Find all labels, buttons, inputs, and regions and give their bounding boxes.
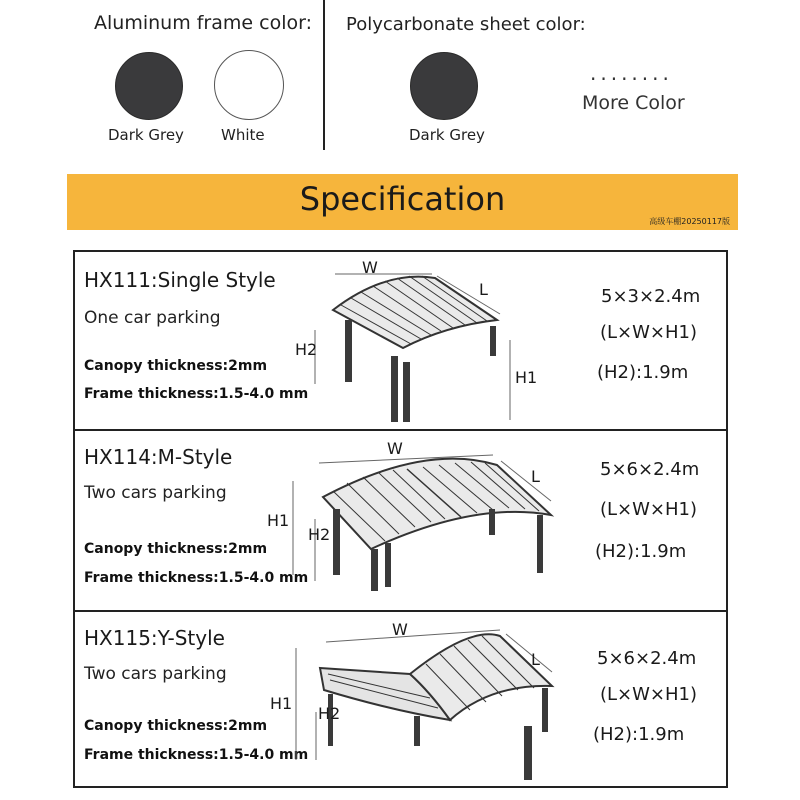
dimensions-unit: (L×W×H1) [600, 322, 698, 343]
dimensions-unit: (L×W×H1) [600, 499, 698, 520]
dimensions-value: 5×6×2.4m [597, 648, 697, 669]
spec-row-hx115 [75, 612, 726, 786]
dimensions-value: 5×3×2.4m [601, 286, 701, 307]
frame-white-swatch[interactable] [214, 50, 284, 120]
h1-label: H1 [267, 511, 290, 530]
canopy-thickness: Canopy thickness:2mm [84, 718, 268, 734]
frame-thickness: Frame thickness:1.5-4.0 mm [84, 747, 309, 763]
sheet-dark-grey-swatch[interactable] [410, 52, 478, 120]
single-style-carport-diagram [285, 252, 525, 429]
h2-value: (H2):1.9m [593, 724, 685, 745]
y-style-carport-diagram [280, 612, 570, 784]
sheet-dark-grey-label: Dark Grey [409, 126, 485, 144]
version-note: 高级车棚20250117版 [649, 217, 730, 226]
canopy-thickness: Canopy thickness:2mm [84, 541, 268, 557]
h1-label: H1 [515, 368, 538, 387]
width-label: W [362, 258, 378, 277]
h2-label: H2 [308, 525, 331, 544]
length-label: L [479, 280, 488, 299]
frame-dark-grey-label: Dark Grey [108, 126, 184, 144]
specification-banner [67, 174, 738, 230]
frame-thickness: Frame thickness:1.5-4.0 mm [84, 570, 309, 586]
h2-value: (H2):1.9m [597, 362, 689, 383]
sheet-color-title: Polycarbonate sheet color: [346, 14, 586, 35]
model-name: HX114:M-Style [84, 445, 233, 469]
width-label: W [392, 620, 408, 639]
h2-label: H2 [295, 340, 318, 359]
h2-label: H2 [318, 704, 341, 723]
color-options-section [0, 0, 800, 160]
m-style-carport-diagram [275, 431, 575, 610]
spec-row-hx114 [75, 431, 726, 612]
more-color-dots: ........ [590, 61, 673, 85]
h1-label: H1 [270, 694, 293, 713]
h2-value: (H2):1.9m [595, 541, 687, 562]
spec-row-hx111 [75, 252, 726, 431]
dimensions-unit: (L×W×H1) [600, 684, 698, 705]
parking-capacity: One car parking [84, 308, 221, 328]
length-label: L [531, 650, 540, 669]
parking-capacity: Two cars parking [84, 483, 227, 503]
frame-dark-grey-swatch[interactable] [115, 52, 183, 120]
model-name: HX115:Y-Style [84, 626, 225, 650]
frame-color-title: Aluminum frame color: [94, 12, 312, 34]
width-label: W [387, 439, 403, 458]
section-divider [323, 0, 325, 150]
parking-capacity: Two cars parking [84, 664, 227, 684]
model-name: HX111:Single Style [84, 268, 276, 292]
dimensions-value: 5×6×2.4m [600, 459, 700, 480]
frame-white-label: White [221, 126, 265, 144]
canopy-thickness: Canopy thickness:2mm [84, 358, 268, 374]
length-label: L [531, 467, 540, 486]
spec-table [73, 250, 728, 788]
frame-thickness: Frame thickness:1.5-4.0 mm [84, 386, 309, 402]
more-color-label[interactable]: More Color [582, 92, 685, 114]
specification-title: Specification [299, 180, 506, 218]
